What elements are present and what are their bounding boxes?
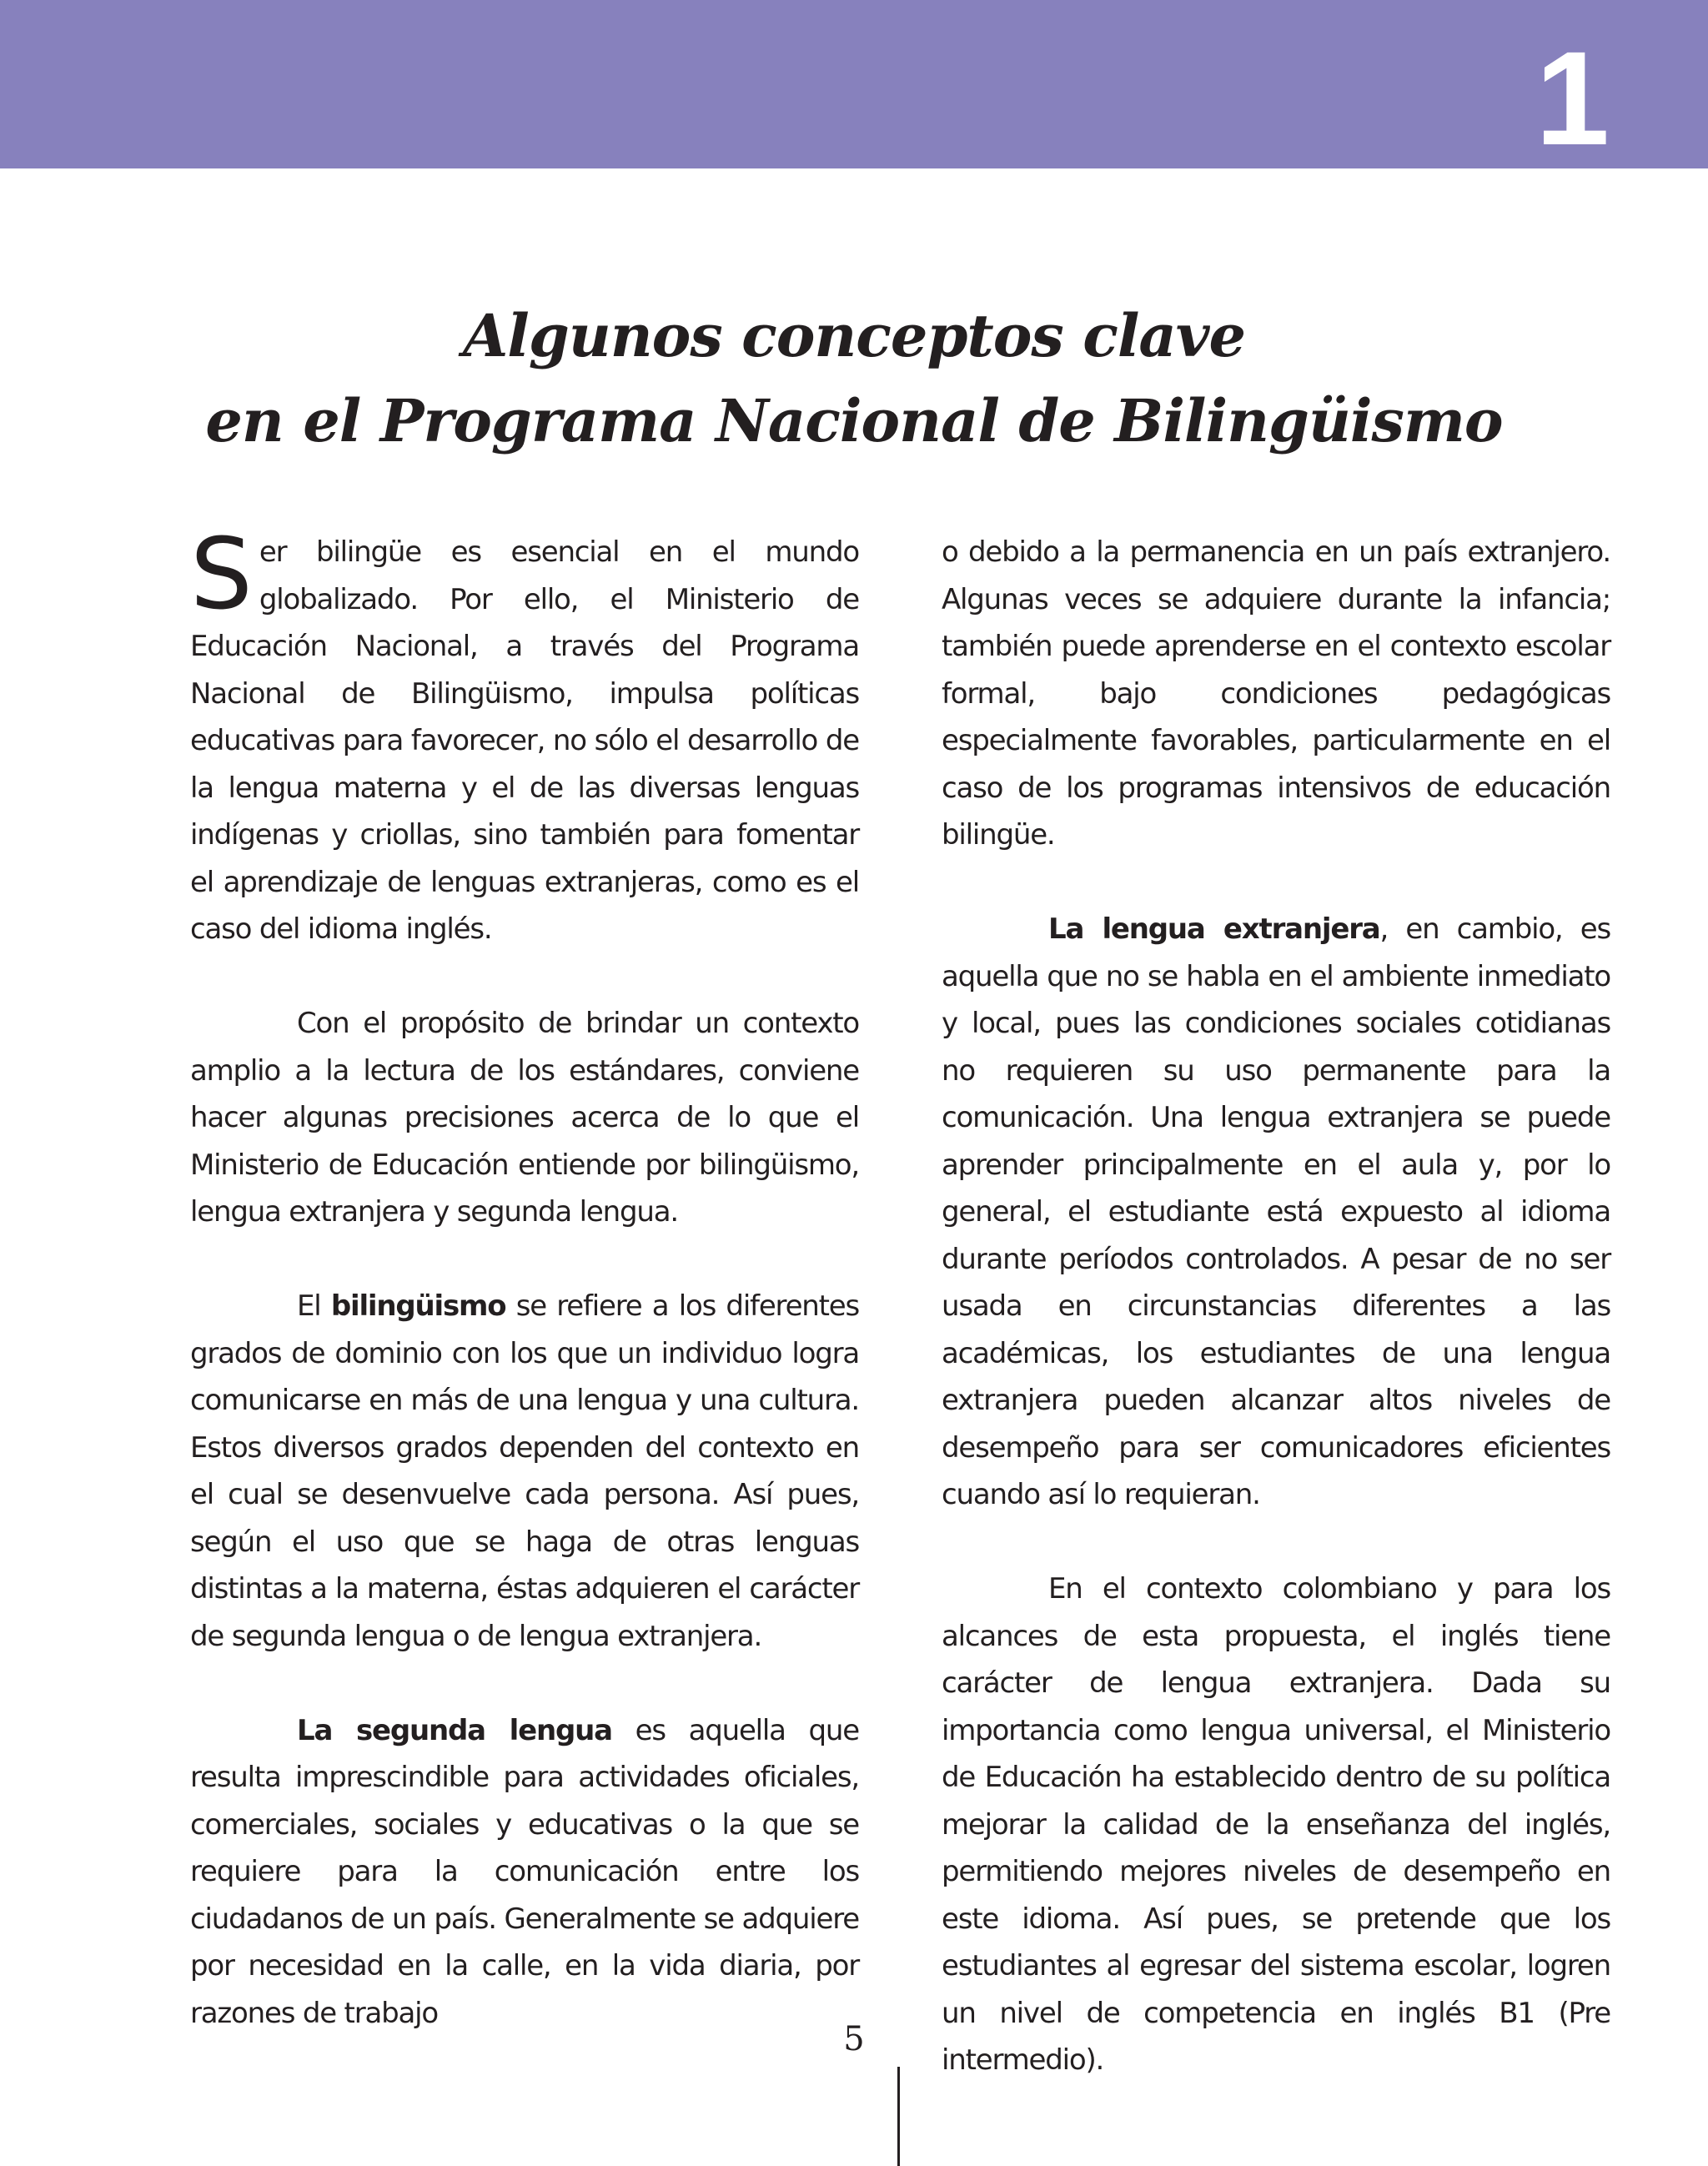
page-number: 5 [843, 2020, 865, 2058]
context-paragraph: Con el propósito de brindar un contexto amplio a la lectura de los estándares, conviene hacer algunas precisiones acerca de lo que el Ministerio de Educación entiende por bilingüismo, lengua extranjera y segunda lengua. [190, 1007, 859, 1229]
chapter-header-band [0, 0, 1708, 173]
page-title-line-2: en el Programa Nacional de Bilingüismo [205, 386, 1503, 455]
term-lengua-extranjera: La lengua extranjera [1048, 912, 1380, 946]
right-text-column [942, 529, 1610, 2084]
intro-paragraph [190, 516, 859, 953]
intro-paragraph-text: er bilingüe es esencial en el mundo globalizado. Por ello, el Ministerio de Educación Nacional, a través del Programa Nacional de Bilingüismo, impulsa políticas educativas para favorecer, no sólo el desarrollo de la lengua materna y el de las diversas lenguas indígenas y criollas, sino también para fomentar el aprendizaje de lenguas extranjeras, como es el caso del idioma inglés. [190, 535, 859, 946]
chapter-number: 1 [1535, 23, 1610, 173]
bilingualism-paragraph: El bilingüismo se refiere a los diferentes grados de dominio con los que un individuo logra comunicarse en más de una lengua y una cultura. Estos diversos grados dependen del contexto en el cual se desenvuelve cada persona. Así pues, según el uso que se haga de otras lenguas distintas a la materna, éstas adquieren el carácter de segunda lengua o de lengua extranjera. [190, 1289, 860, 1653]
page-number-rule [897, 2067, 900, 2166]
page-title [0, 294, 1708, 464]
page-title-line-1: Algunos conceptos clave [463, 301, 1245, 370]
second-language-continuation-paragraph: o debido a la permanencia en un país extranjero. Algunas veces se adquiere durante la infancia; también puede aprenderse en el contexto escolar formal, bajo condiciones pedagógicas especialmente favorables, particularmente en el caso de los programas intensivos de educación bilingüe. [942, 535, 1610, 852]
colombian-context-paragraph: En el contexto colombiano y para los alcances de esta propuesta, el inglés tiene carácter de lengua extranjera. Dada su importancia como lengua universal, el Ministerio de Educación ha establecido dentro de su política mejorar la calidad de la enseñanza del inglés, permitiendo mejores niveles de desempeño en este idioma. Así pues, se pretende que los estudiantes al egresar del sistema escolar, logren un nivel de competencia en inglés B1 (Pre intermedio). [942, 1572, 1610, 2077]
foreign-language-paragraph: La lengua extranjera, en cambio, es aquella que no se habla en el ambiente inmediato y local, pues las condiciones sociales cotidianas no requieren su uso permanente para la comunicación. Una lengua extranjera se puede aprender principalmente en el aula y, por lo general, el estudiante está expuesto al idioma durante períodos controlados. A pesar de no ser usada en circunstancias diferentes a las académicas, los estudiantes de una lengua extranjera pueden alcanzar altos niveles de desempeño para ser comunicadores eficientes cuando así lo requieran. [942, 912, 1610, 1511]
drop-cap: S [190, 516, 253, 631]
term-bilinguismo: bilingüismo [330, 1289, 506, 1323]
term-segunda-lengua: La segunda lengua [297, 1713, 612, 1747]
left-text-column [190, 516, 860, 2037]
second-language-paragraph: La segunda lengua es aquella que resulta imprescindible para actividades oficiales, comerciales, sociales y educativas o la que se requiere para la comunicación entre los ciudadanos de un país. Generalmente se adquiere por necesidad en la calle, en la vida diaria, por razones de trabajo [190, 1713, 859, 2030]
